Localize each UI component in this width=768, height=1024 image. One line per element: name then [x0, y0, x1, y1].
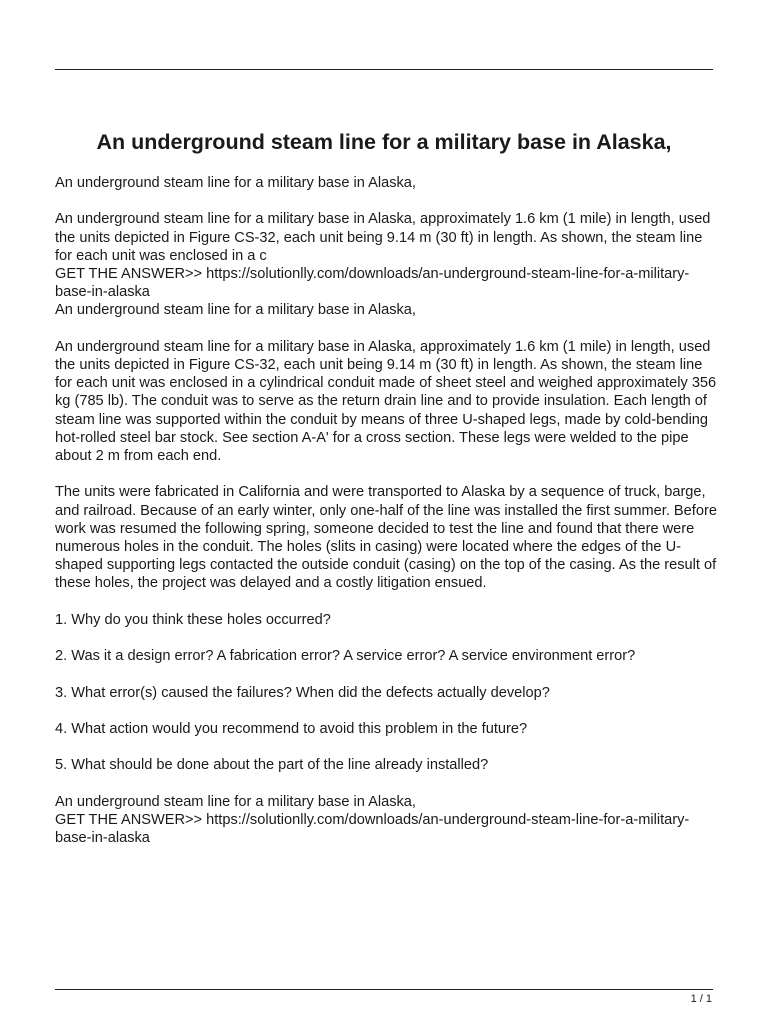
page-number: 1 / 1 — [690, 993, 712, 1005]
closing-heading-line: An underground steam line for a military base in Alaska, — [55, 793, 416, 810]
top-divider — [55, 69, 713, 70]
problem-description-paragraph: An underground steam line for a military base in Alaska, approximately 1.6 km (1 mile) in length, used the units depicted in Figure CS-32, each unit being 9.14 m (30 ft) in length. As shown, the steam line for each unit was enclosed in a cylindrical conduit made of sheet steel and weighed approximately 356 kg (785 lb). The conduit was to serve as the return drain line and to provide insulation. Each length of steam line was supported within the conduit by means of three U-shaped legs, made by cold-bending hot-rolled steel bar stock. See section A-A' for a cross section. These legs were welded to the pipe about 2 m from each end. — [55, 338, 717, 465]
page-title: An underground steam line for a military base in Alaska, — [96, 130, 672, 154]
preview-paragraph: An underground steam line for a military base in Alaska, approximately 1.6 km (1 mile) in length, used the units depicted in Figure CS-32, each unit being 9.14 m (30 ft) in length. As shown, the steam line for each unit was enclosed in a c — [55, 211, 711, 264]
intro-heading-line: An underground steam line for a military base in Alaska, — [55, 175, 416, 191]
bottom-divider — [55, 989, 713, 990]
background-story-paragraph: The units were fabricated in California and were transported to Alaska by a sequence of truck, barge, and railroad. Because of an early winter, only one-half of the line was installed the first summer. Before work was resumed the following spring, someone decided to test the line and found that there were numerous holes in the conduit. The holes (slits in casing) were located where the edges of the U-shaped supporting legs contacted the outside conduit (casing) on the top of the casing. As the result of these holes, the project was delayed and a costly litigation ensued. — [55, 484, 717, 592]
question-3: 3. What error(s) caused the failures? When did the defects actually develop? — [55, 684, 550, 701]
document-body — [55, 174, 719, 847]
answer-link-top[interactable]: GET THE ANSWER>> https://solutionlly.com/downloads/an-underground-steam-line-for-a-military-base-in-alaska — [55, 266, 690, 301]
question-1: 1. Why do you think these holes occurred? — [55, 611, 331, 628]
question-5: 5. What should be done about the part of the line already installed? — [55, 757, 489, 774]
question-4: 4. What action would you recommend to avoid this problem in the future? — [55, 720, 528, 737]
answer-link-bottom[interactable]: GET THE ANSWER>> https://solutionlly.com/downloads/an-underground-steam-line-for-a-military-base-in-alaska — [55, 811, 690, 847]
repeat-heading-line: An underground steam line for a military base in Alaska, — [55, 302, 416, 319]
question-2: 2. Was it a design error? A fabrication error? A service error? A service environment error? — [55, 648, 636, 665]
